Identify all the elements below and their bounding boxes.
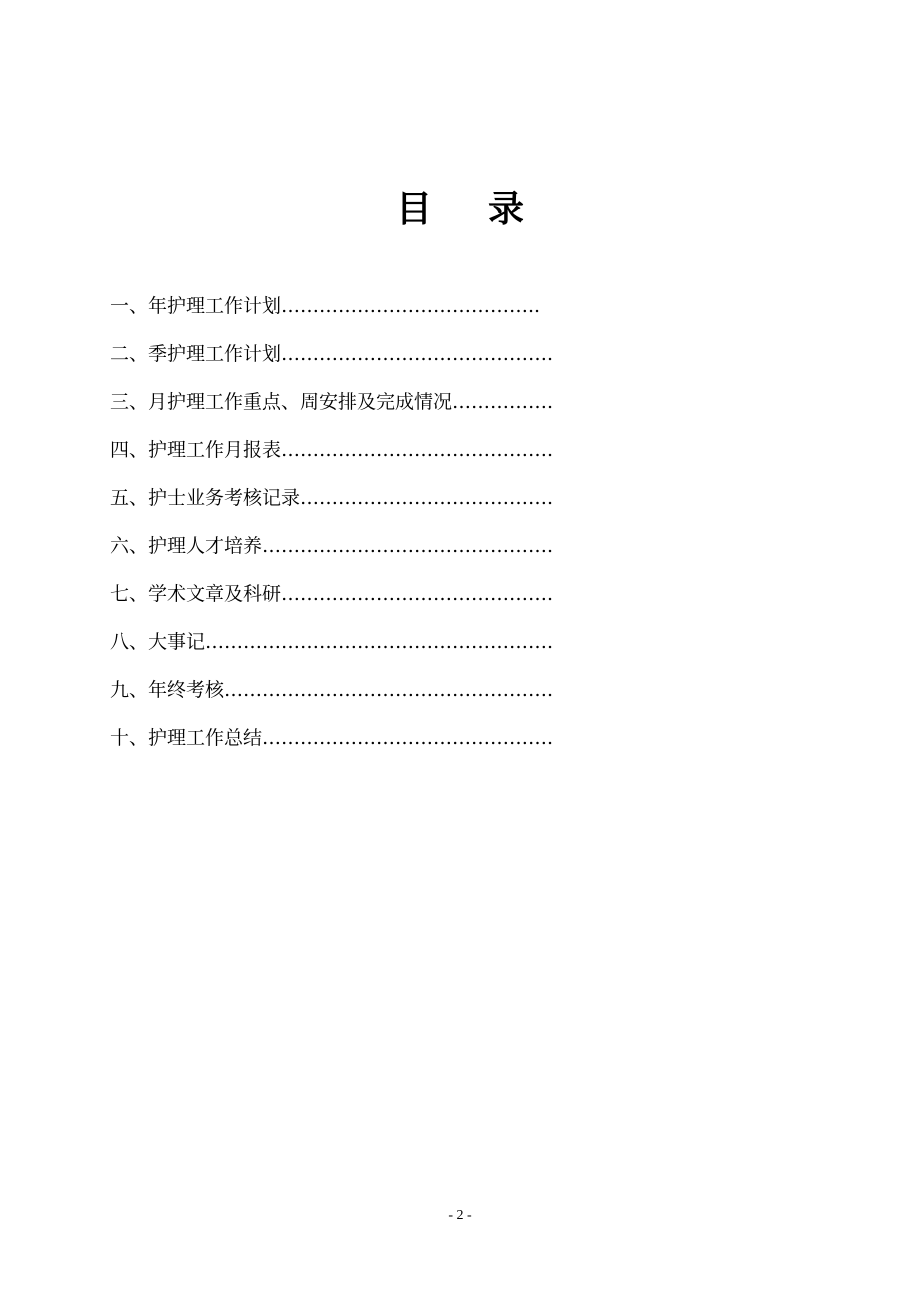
toc-entry-10[interactable]: 十、护理工作总结………………………………………. [110,727,554,749]
page-number: - 2 - [448,1208,472,1223]
toc-entry-9[interactable]: 九、年终考核……………………………………………. [110,679,554,701]
toc-entry-4[interactable]: 四、护理工作月报表……………………………………. [110,439,554,461]
toc-entry-7[interactable]: 七、学术文章及科研……………………………………. [110,583,554,605]
toc-entry-6[interactable]: 六、护理人才培养………………………………………. [110,535,554,557]
title-char-2: 录 [488,189,525,230]
table-of-contents [110,286,630,766]
toc-entry-1[interactable]: 一、年护理工作计划………………………………….. [110,295,541,317]
toc-entry-5[interactable]: 五、护士业务考核记录…………………………………. [110,487,554,509]
toc-entry-3[interactable]: 三、月护理工作重点、周安排及完成情况……………. [110,391,554,413]
toc-entry-2[interactable]: 二、季护理工作计划……………………………………. [110,343,554,365]
title-char-1: 目 [395,189,432,230]
toc-entry-8[interactable]: 八、大事记………………………………………………. [110,631,554,653]
page-title [0,184,920,236]
